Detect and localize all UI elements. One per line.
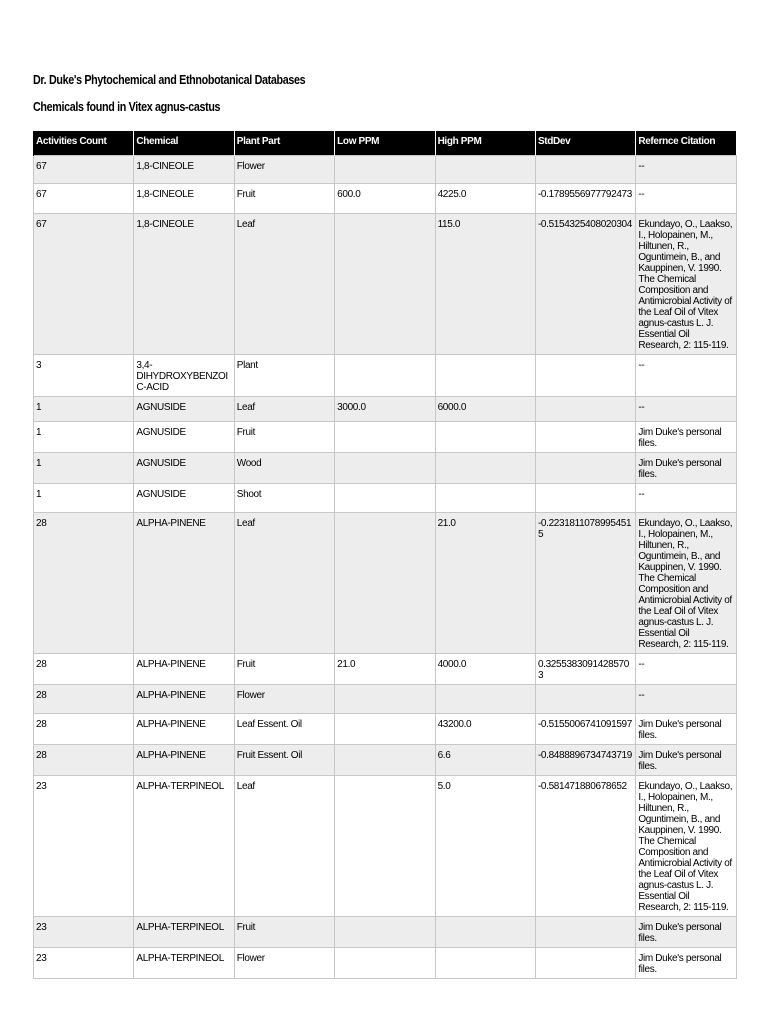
cell-reference-citation: -- (636, 155, 736, 183)
cell-plant-part: Shoot (234, 483, 334, 512)
table-row (34, 213, 737, 354)
table-row (34, 452, 737, 483)
cell-high-ppm: 6.6 (435, 744, 535, 775)
cell-plant-part: Fruit (234, 183, 334, 213)
cell-chemical: ALPHA-PINENE (134, 512, 234, 653)
table-row (34, 155, 737, 183)
cell-plant-part: Leaf (234, 512, 334, 653)
cell-reference-citation: Jim Duke's personal files. (636, 421, 736, 452)
cell-high-ppm (435, 483, 535, 512)
cell-reference-citation: -- (636, 483, 736, 512)
cell-chemical: 1,8-CINEOLE (134, 213, 234, 354)
cell-chemical: ALPHA-PINENE (134, 684, 234, 713)
cell-low-ppm (335, 684, 435, 713)
table-row (34, 744, 737, 775)
cell-high-ppm (435, 916, 535, 947)
cell-low-ppm (335, 775, 435, 916)
cell-reference-citation: Jim Duke's personal files. (636, 452, 736, 483)
cell-stddev (535, 452, 635, 483)
table-row (34, 947, 737, 978)
cell-activities-count: 67 (34, 155, 134, 183)
cell-reference-citation: Ekundayo, O., Laakso, I., Holopainen, M., Hiltunen, R., Oguntimein, B., and Kauppinen, V. 1990. The Chemical Composition and Antimicrobial Activity of the Leaf Oil of Vitex agnus-castus L. J. Essential Oil Research, 2: 115-119. (636, 213, 736, 354)
cell-low-ppm (335, 421, 435, 452)
cell-low-ppm: 21.0 (335, 653, 435, 684)
cell-stddev: -0.5154325408020304 (535, 213, 635, 354)
cell-high-ppm: 21.0 (435, 512, 535, 653)
cell-activities-count: 28 (34, 684, 134, 713)
cell-plant-part: Fruit (234, 653, 334, 684)
cell-plant-part: Fruit (234, 916, 334, 947)
cell-reference-citation: Ekundayo, O., Laakso, I., Holopainen, M., Hiltunen, R., Oguntimein, B., and Kauppinen, V. 1990. The Chemical Composition and Antimicrobial Activity of the Leaf Oil of Vitex agnus-castus L. J. Essential Oil Research, 2: 115-119. (636, 775, 736, 916)
column-header-plant-part: Plant Part (234, 131, 334, 155)
page-subtitle: Chemicals found in Vitex agnus-castus (33, 100, 221, 114)
cell-stddev (535, 155, 635, 183)
column-header-low-ppm: Low PPM (335, 131, 435, 155)
cell-low-ppm (335, 916, 435, 947)
cell-chemical: AGNUSIDE (134, 396, 234, 421)
cell-plant-part: Wood (234, 452, 334, 483)
table-row (34, 483, 737, 512)
column-header-chemical: Chemical (134, 131, 234, 155)
cell-stddev: -0.5155006741091597 (535, 713, 635, 744)
cell-activities-count: 23 (34, 916, 134, 947)
cell-stddev: -0.1789556977792473 (535, 183, 635, 213)
table-row (34, 775, 737, 916)
cell-stddev (535, 421, 635, 452)
cell-activities-count: 23 (34, 775, 134, 916)
cell-plant-part: Fruit (234, 421, 334, 452)
cell-stddev (535, 947, 635, 978)
table-row (34, 183, 737, 213)
cell-plant-part: Fruit Essent. Oil (234, 744, 334, 775)
cell-activities-count: 67 (34, 183, 134, 213)
cell-reference-citation: Jim Duke's personal files. (636, 744, 736, 775)
page-title: Dr. Duke's Phytochemical and Ethnobotanical Databases (33, 73, 306, 87)
table-row (34, 653, 737, 684)
table-row (34, 684, 737, 713)
cell-plant-part: Leaf (234, 396, 334, 421)
cell-chemical: 1,8-CINEOLE (134, 155, 234, 183)
table-body (34, 155, 737, 978)
cell-activities-count: 28 (34, 653, 134, 684)
cell-high-ppm: 4225.0 (435, 183, 535, 213)
cell-low-ppm (335, 155, 435, 183)
cell-stddev (535, 396, 635, 421)
cell-high-ppm: 43200.0 (435, 713, 535, 744)
cell-low-ppm (335, 947, 435, 978)
cell-high-ppm: 115.0 (435, 213, 535, 354)
table-header-row (34, 131, 737, 155)
column-header-high-ppm: High PPM (435, 131, 535, 155)
cell-stddev: -0.8488896734743719 (535, 744, 635, 775)
cell-stddev (535, 354, 635, 396)
cell-high-ppm (435, 421, 535, 452)
column-header-reference-citation: Refernce Citation (636, 131, 736, 155)
cell-chemical: ALPHA-TERPINEOL (134, 775, 234, 916)
cell-stddev (535, 684, 635, 713)
cell-chemical: ALPHA-TERPINEOL (134, 947, 234, 978)
cell-activities-count: 3 (34, 354, 134, 396)
table-row (34, 421, 737, 452)
cell-activities-count: 1 (34, 421, 134, 452)
cell-activities-count: 28 (34, 713, 134, 744)
chemicals-table (33, 131, 737, 979)
column-header-stddev: StdDev (535, 131, 635, 155)
cell-low-ppm (335, 713, 435, 744)
column-header-activities-count: Activities Count (34, 131, 134, 155)
cell-reference-citation: Jim Duke's personal files. (636, 947, 736, 978)
cell-stddev: 0.32553830914285703 (535, 653, 635, 684)
cell-reference-citation: -- (636, 354, 736, 396)
cell-activities-count: 1 (34, 452, 134, 483)
table-row (34, 396, 737, 421)
cell-chemical: 1,8-CINEOLE (134, 183, 234, 213)
cell-activities-count: 28 (34, 744, 134, 775)
cell-stddev: -0.581471880678652 (535, 775, 635, 916)
cell-high-ppm (435, 947, 535, 978)
cell-low-ppm (335, 512, 435, 653)
cell-chemical: ALPHA-PINENE (134, 653, 234, 684)
cell-chemical: ALPHA-PINENE (134, 744, 234, 775)
cell-activities-count: 1 (34, 396, 134, 421)
cell-low-ppm (335, 354, 435, 396)
cell-plant-part: Flower (234, 684, 334, 713)
cell-reference-citation: -- (636, 396, 736, 421)
cell-plant-part: Flower (234, 155, 334, 183)
cell-activities-count: 67 (34, 213, 134, 354)
cell-reference-citation: Jim Duke's personal files. (636, 916, 736, 947)
cell-high-ppm: 5.0 (435, 775, 535, 916)
cell-reference-citation: -- (636, 183, 736, 213)
table-row (34, 512, 737, 653)
cell-activities-count: 1 (34, 483, 134, 512)
cell-low-ppm (335, 483, 435, 512)
cell-high-ppm (435, 684, 535, 713)
cell-chemical: 3,4-DIHYDROXYBENZOIC-ACID (134, 354, 234, 396)
cell-reference-citation: Jim Duke's personal files. (636, 713, 736, 744)
table-row (34, 916, 737, 947)
cell-chemical: AGNUSIDE (134, 421, 234, 452)
cell-low-ppm (335, 452, 435, 483)
cell-low-ppm (335, 213, 435, 354)
cell-stddev (535, 916, 635, 947)
cell-plant-part: Leaf (234, 213, 334, 354)
cell-reference-citation: Ekundayo, O., Laakso, I., Holopainen, M., Hiltunen, R., Oguntimein, B., and Kauppinen, V. 1990. The Chemical Composition and Antimicrobial Activity of the Leaf Oil of Vitex agnus-castus L. J. Essential Oil Research, 2: 115-119. (636, 512, 736, 653)
cell-plant-part: Leaf Essent. Oil (234, 713, 334, 744)
cell-high-ppm: 6000.0 (435, 396, 535, 421)
cell-chemical: AGNUSIDE (134, 452, 234, 483)
cell-chemical: ALPHA-PINENE (134, 713, 234, 744)
cell-high-ppm (435, 354, 535, 396)
cell-reference-citation: -- (636, 653, 736, 684)
cell-high-ppm (435, 452, 535, 483)
cell-plant-part: Leaf (234, 775, 334, 916)
table-row (34, 713, 737, 744)
cell-stddev (535, 483, 635, 512)
cell-low-ppm (335, 744, 435, 775)
cell-activities-count: 28 (34, 512, 134, 653)
cell-chemical: ALPHA-TERPINEOL (134, 916, 234, 947)
cell-activities-count: 23 (34, 947, 134, 978)
cell-plant-part: Flower (234, 947, 334, 978)
cell-low-ppm: 3000.0 (335, 396, 435, 421)
cell-low-ppm: 600.0 (335, 183, 435, 213)
table-row (34, 354, 737, 396)
cell-chemical: AGNUSIDE (134, 483, 234, 512)
cell-reference-citation: -- (636, 684, 736, 713)
cell-high-ppm: 4000.0 (435, 653, 535, 684)
cell-high-ppm (435, 155, 535, 183)
cell-stddev: -0.22318110789954515 (535, 512, 635, 653)
cell-plant-part: Plant (234, 354, 334, 396)
